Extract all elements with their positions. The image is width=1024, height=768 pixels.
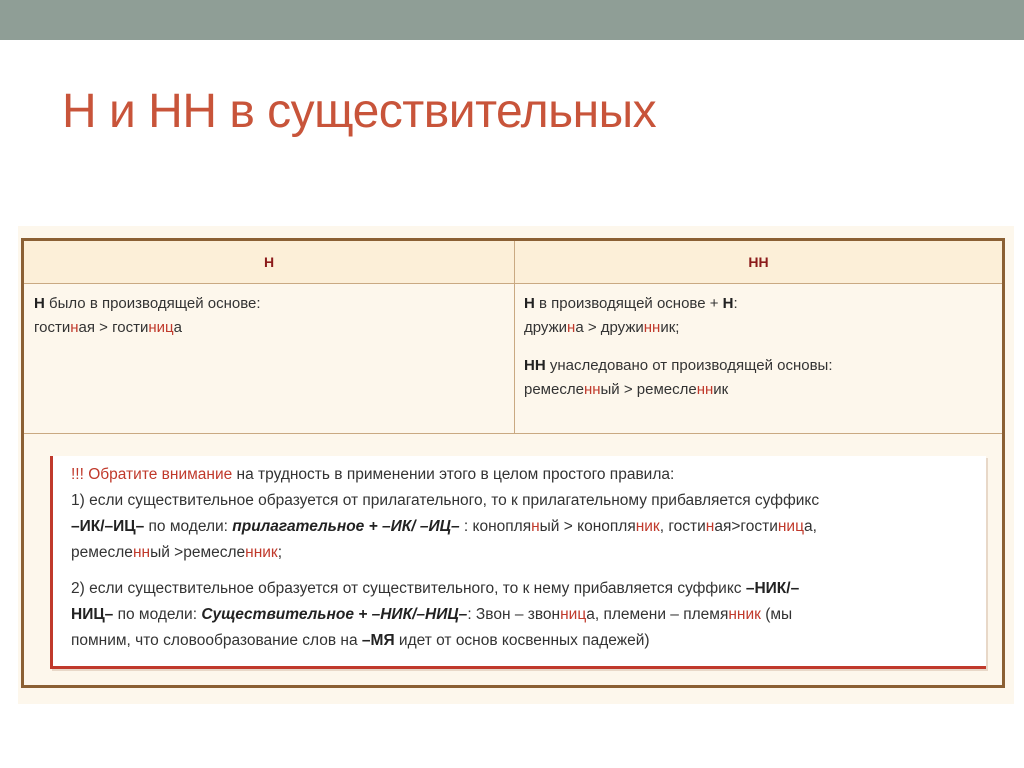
top-bar	[0, 0, 1024, 40]
cell-n-rule	[34, 292, 504, 340]
note-line-3: –ИК/–ИЦ– по модели: прилагательное + –ИК/ –ИЦ– : конопляный > конопляник, гостиная>гостиница,	[71, 518, 817, 535]
cell-n-line-2: гостиная > гостиница	[34, 319, 182, 336]
cell-nn-line-4: ремесленный > ремесленник	[524, 381, 729, 398]
note-line-5: 2) если существительное образуется от существительного, то к нему прибавляется суффикс –НИК/–	[71, 580, 800, 597]
table-header-row	[24, 241, 1002, 284]
rule-table	[21, 238, 1005, 688]
note-line-4: ремесленный >ремесленник;	[71, 544, 283, 561]
cell-nn-line-2: дружина > дружинник;	[524, 319, 680, 336]
cell-nn-rule	[524, 292, 994, 402]
header-n: Н	[263, 254, 275, 270]
table-panel	[18, 226, 1014, 704]
spacer	[71, 566, 976, 576]
note-line-6: НИЦ– по модели: Существительное + –НИК/–НИЦ–: Звон – звонница, племени – племянник (мы	[71, 606, 793, 623]
header-nn: НН	[748, 254, 769, 270]
note-line-1: !!! Обратите внимание на трудность в применении этого в целом простого правила:	[71, 466, 675, 483]
table-body-row	[24, 284, 1002, 434]
slide-title: Н и НН в существительных	[62, 85, 657, 138]
cell-nn-line-1: Н в производящей основе + Н:	[524, 295, 738, 312]
note-line-2: 1) если существительное образуется от прилагательного, то к прилагательному прибавляется суффикс	[71, 492, 820, 509]
attention-note-text	[71, 462, 976, 654]
note-line-7: помним, что словообразование слов на –МЯ идет от основ косвенных падежей)	[71, 632, 650, 649]
cell-n-line-1: Н было в производящей основе:	[34, 295, 261, 312]
cell-nn-line-3: НН унаследовано от производящей основы:	[524, 357, 833, 374]
spacer	[524, 340, 994, 354]
attention-note	[50, 456, 986, 669]
